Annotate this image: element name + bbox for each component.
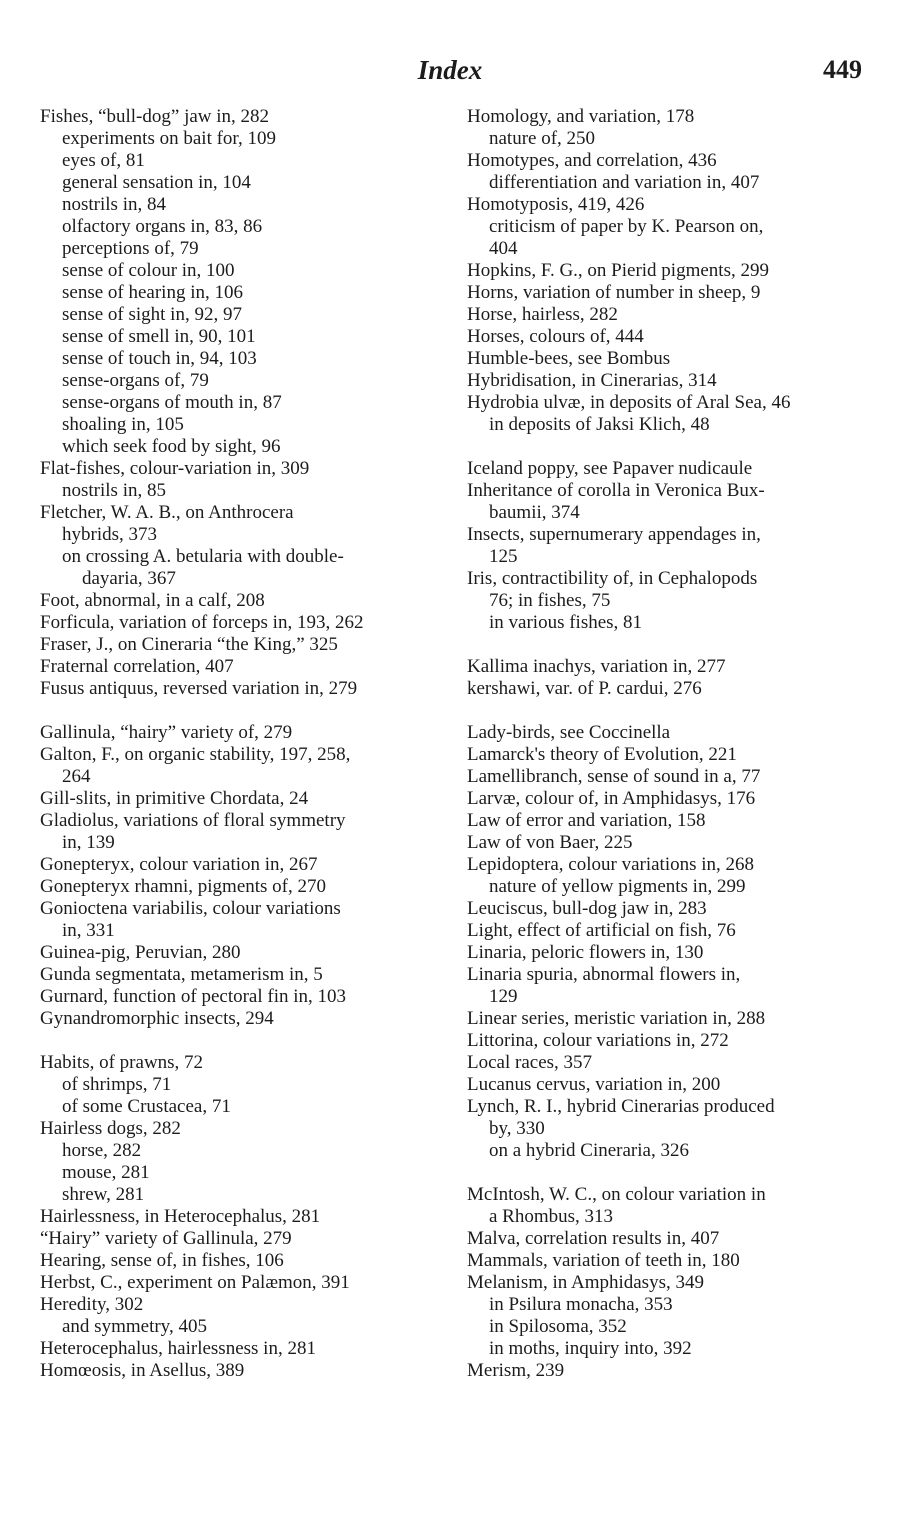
index-entry: Iceland poppy, see Papaver nudicaule	[467, 458, 753, 479]
index-entry: Horses, colours of, 444	[467, 326, 644, 347]
letter-group-spacer	[467, 700, 863, 722]
index-entry: Homology, and variation, 178	[467, 106, 695, 127]
index-subentry: in moths, inquiry into, 392	[489, 1338, 692, 1359]
index-entry: Homotypes, and correlation, 436	[467, 150, 717, 171]
index-entry: Lady-birds, see Coccinella	[467, 722, 671, 743]
index-subentry: which seek food by sight, 96	[62, 436, 281, 457]
index-entry: Leuciscus, bull-dog jaw in, 283	[467, 898, 707, 919]
index-column-right	[467, 106, 863, 1382]
index-entry: Homœosis, in Asellus, 389	[40, 1360, 245, 1381]
index-entry: Melanism, in Amphidasys, 349	[467, 1272, 704, 1293]
index-entry: Insects, supernumerary appendages in,	[467, 524, 761, 545]
index-subentry: a Rhombus, 313	[489, 1206, 614, 1227]
index-subentry: sense of colour in, 100	[62, 260, 235, 281]
index-column-left	[40, 106, 436, 1382]
index-subentry: sense of smell in, 90, 101	[62, 326, 256, 347]
index-entry: Heredity, 302	[40, 1294, 144, 1315]
index-subentry: differentiation and variation in, 407	[489, 172, 760, 193]
index-subentry: 125	[489, 546, 518, 567]
index-subentry: general sensation in, 104	[62, 172, 251, 193]
index-subentry: hybrids, 373	[62, 524, 157, 545]
index-entry: Gonepteryx rhamni, pigments of, 270	[40, 876, 327, 897]
index-subentry: eyes of, 81	[62, 150, 145, 171]
index-entry: Fraser, J., on Cineraria “the King,” 325	[40, 634, 338, 655]
index-entry: Hydrobia ulvæ, in deposits of Aral Sea, 46	[467, 392, 791, 413]
index-entry: Iris, contractibility of, in Cephalopods	[467, 568, 758, 589]
index-entry: Fraternal correlation, 407	[40, 656, 234, 677]
index-entry: Lepidoptera, colour variations in, 268	[467, 854, 755, 875]
index-entry: Gunda segmentata, metamerism in, 5	[40, 964, 323, 985]
index-entry: Forficula, variation of forceps in, 193, 262	[40, 612, 364, 633]
index-subentry: in, 139	[62, 832, 115, 853]
index-entry: Malva, correlation results in, 407	[467, 1228, 720, 1249]
index-entry: Linaria spuria, abnormal flowers in,	[467, 964, 741, 985]
letter-group-spacer	[467, 436, 863, 458]
index-entry: Horns, variation of number in sheep, 9	[467, 282, 761, 303]
index-entry: Gynandromorphic insects, 294	[40, 1008, 274, 1029]
index-entry: Hairless dogs, 282	[40, 1118, 181, 1139]
index-subentry: 264	[62, 766, 91, 787]
index-subentry: nature of yellow pigments in, 299	[489, 876, 746, 897]
index-entry: Fishes, “bull-dog” jaw in, 282	[40, 106, 270, 127]
index-entry: Herbst, C., experiment on Palæmon, 391	[40, 1272, 350, 1293]
index-entry: Gurnard, function of pectoral fin in, 103	[40, 986, 347, 1007]
index-entry: Foot, abnormal, in a calf, 208	[40, 590, 265, 611]
index-entry: Littorina, colour variations in, 272	[467, 1030, 729, 1051]
index-entry: Flat-fishes, colour-variation in, 309	[40, 458, 310, 479]
index-entry: Law of error and variation, 158	[467, 810, 706, 831]
index-subentry: nostrils in, 85	[62, 480, 166, 501]
letter-group-spacer	[40, 700, 436, 722]
page-number: 449	[823, 55, 862, 84]
index-subentry: shrew, 281	[62, 1184, 145, 1205]
index-entry: Linear series, meristic variation in, 288	[467, 1008, 766, 1029]
letter-group-spacer	[467, 634, 863, 656]
index-entry: Horse, hairless, 282	[467, 304, 618, 325]
index-entry: Lamellibranch, sense of sound in a, 77	[467, 766, 761, 787]
index-subentry: 129	[489, 986, 518, 1007]
index-subentry: nature of, 250	[489, 128, 596, 149]
index-subentry: of shrimps, 71	[62, 1074, 172, 1095]
index-entry: “Hairy” variety of Gallinula, 279	[40, 1228, 292, 1249]
index-entry: Humble-bees, see Bombus	[467, 348, 671, 369]
running-header-title: Index	[417, 55, 483, 85]
letter-group-spacer	[467, 1162, 863, 1184]
index-entry: Gallinula, “hairy” variety of, 279	[40, 722, 293, 743]
index-subentry: sense of sight in, 92, 97	[62, 304, 242, 325]
index-entry: Kallima inachys, variation in, 277	[467, 656, 726, 677]
index-entry: Gonepteryx, colour variation in, 267	[40, 854, 318, 875]
index-subentry: baumii, 374	[489, 502, 580, 523]
index-entry: Lynch, R. I., hybrid Cinerarias produced	[467, 1096, 775, 1117]
index-entry: Homotyposis, 419, 426	[467, 194, 645, 215]
index-subentry: in various fishes, 81	[489, 612, 643, 633]
index-entry: kershawi, var. of P. cardui, 276	[467, 678, 702, 699]
index-subentry: sense-organs of mouth in, 87	[62, 392, 282, 413]
index-entry: Law of von Baer, 225	[467, 832, 633, 853]
index-subentry: experiments on bait for, 109	[62, 128, 276, 149]
index-entry: Hybridisation, in Cinerarias, 314	[467, 370, 717, 391]
index-entry: Lucanus cervus, variation in, 200	[467, 1074, 721, 1095]
index-subentry: shoaling in, 105	[62, 414, 184, 435]
index-entry: Heterocephalus, hairlessness in, 281	[40, 1338, 316, 1359]
index-entry: McIntosh, W. C., on colour variation in	[467, 1184, 766, 1205]
index-subentry: perceptions of, 79	[62, 238, 199, 259]
index-entry: Larvæ, colour of, in Amphidasys, 176	[467, 788, 756, 809]
index-subentry: 76; in fishes, 75	[489, 590, 611, 611]
index-entry: Local races, 357	[467, 1052, 593, 1073]
index-subentry: sense of hearing in, 106	[62, 282, 243, 303]
index-subentry: mouse, 281	[62, 1162, 150, 1183]
index-subentry: in, 331	[62, 920, 115, 941]
index-subentry: nostrils in, 84	[62, 194, 166, 215]
index-entry: Linaria, peloric flowers in, 130	[467, 942, 704, 963]
letter-group-spacer	[40, 1030, 436, 1052]
index-entry: Gonioctena variabilis, colour variations	[40, 898, 341, 919]
index-entry: Gill-slits, in primitive Chordata, 24	[40, 788, 309, 809]
index-entry: Light, effect of artificial on fish, 76	[467, 920, 736, 941]
index-entry: Fusus antiquus, reversed variation in, 279	[40, 678, 358, 699]
index-subentry: on a hybrid Cineraria, 326	[489, 1140, 689, 1161]
index-subentry: in Psilura monacha, 353	[489, 1294, 673, 1315]
index-subentry: sense-organs of, 79	[62, 370, 209, 391]
index-entry: Fletcher, W. A. B., on Anthrocera	[40, 502, 294, 523]
index-entry: Lamarck's theory of Evolution, 221	[467, 744, 737, 765]
index-subentry: sense of touch in, 94, 103	[62, 348, 257, 369]
index-entry: Hearing, sense of, in fishes, 106	[40, 1250, 284, 1271]
index-entry: Guinea-pig, Peruvian, 280	[40, 942, 241, 963]
index-entry: Merism, 239	[467, 1360, 565, 1381]
index-subentry: horse, 282	[62, 1140, 142, 1161]
index-subentry: 404	[489, 238, 518, 259]
index-entry: Gladiolus, variations of floral symmetry	[40, 810, 346, 831]
index-subentry: in deposits of Jaksi Klich, 48	[489, 414, 710, 435]
index-subentry: on crossing A. betularia with double-	[62, 546, 344, 567]
index-entry: Hairlessness, in Heterocephalus, 281	[40, 1206, 321, 1227]
index-subentry: dayaria, 367	[82, 568, 176, 589]
index-entry: Inheritance of corolla in Veronica Bux-	[467, 480, 765, 501]
index-entry: Hopkins, F. G., on Pierid pigments, 299	[467, 260, 769, 281]
index-subentry: olfactory organs in, 83, 86	[62, 216, 263, 237]
index-entry: Mammals, variation of teeth in, 180	[467, 1250, 740, 1271]
index-subentry: by, 330	[489, 1118, 545, 1139]
index-subentry: of some Crustacea, 71	[62, 1096, 231, 1117]
index-subentry: criticism of paper by K. Pearson on,	[489, 216, 764, 237]
index-entry: Habits, of prawns, 72	[40, 1052, 204, 1073]
index-subentry: and symmetry, 405	[62, 1316, 207, 1337]
index-entry: Galton, F., on organic stability, 197, 258,	[40, 744, 351, 765]
index-subentry: in Spilosoma, 352	[489, 1316, 627, 1337]
